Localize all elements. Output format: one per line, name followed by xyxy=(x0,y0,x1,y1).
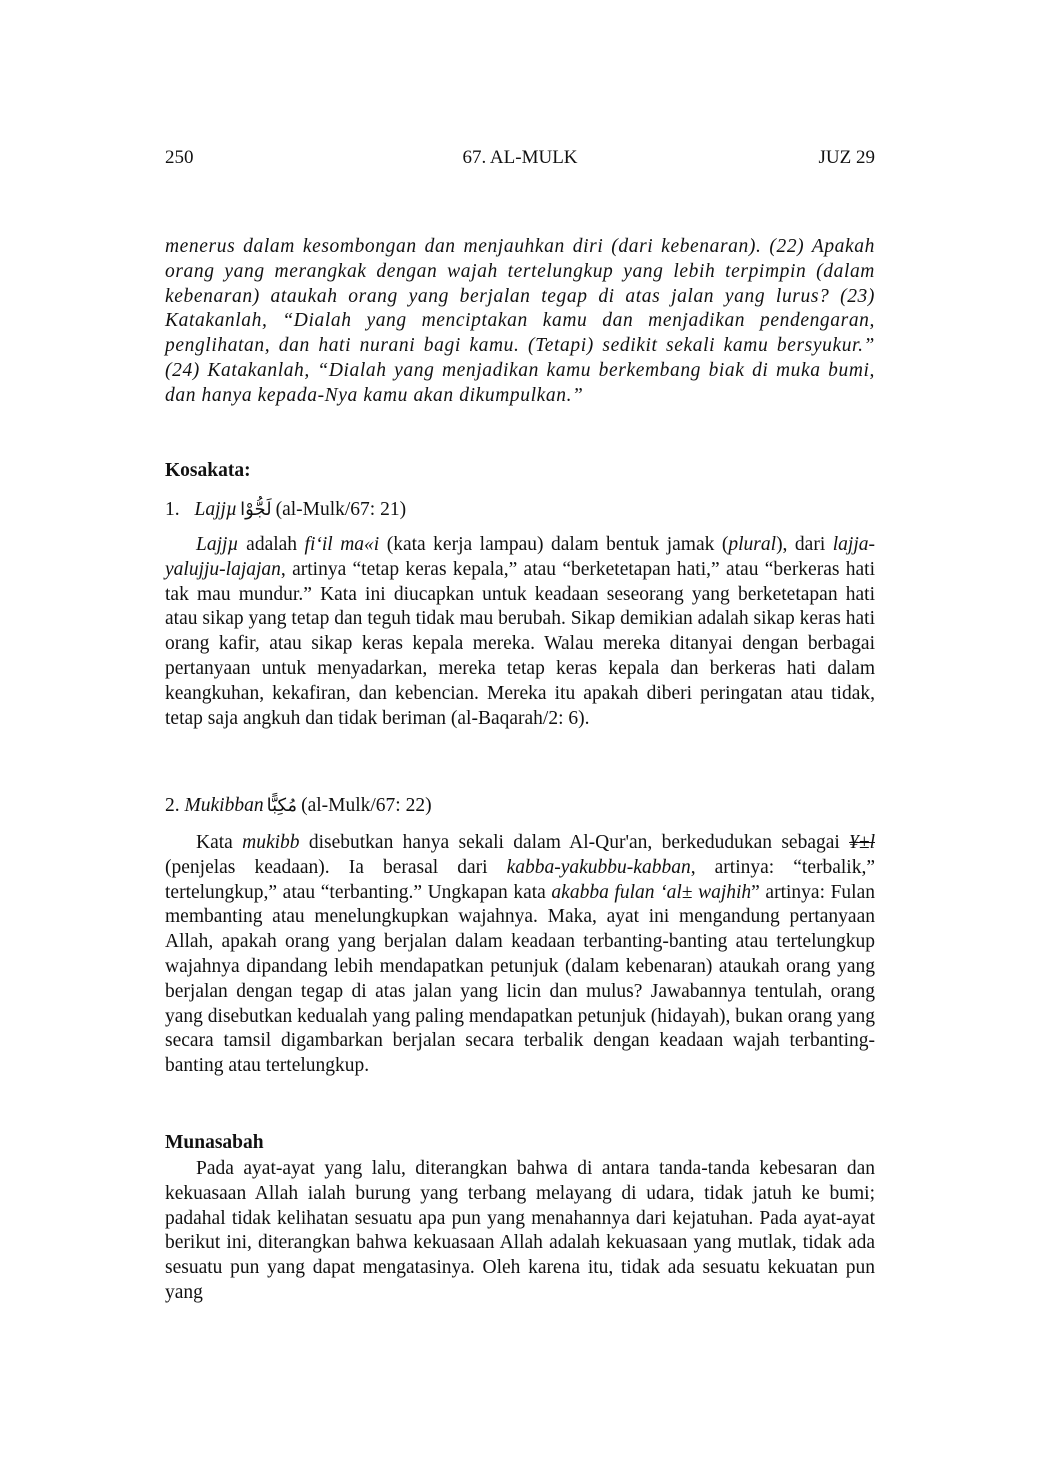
vocab-item-2-ref: (al-Mulk/67: 22) xyxy=(301,795,432,816)
vocab-item-2-number: 2. xyxy=(165,795,180,816)
translation-paragraph: menerus dalam kesombongan dan menjauhkan diri (dari kebenaran). (22) Apakah orang yang merangkak dengan wajah tertelungkup yang lebih terpimpin (dalam kebenaran) ataukah orang yang berjalan tegap di atas jalan yang lurus? (23) Katakanlah, “Dialah yang menciptakan kamu dan menjadikan pendengaran, penglihatan, dan hati nurani bagi kamu. (Tetapi) sedikit sekali kamu bersyukur.” (24) Katakanlah, “Dialah yang menjadikan kamu berkembang biak di muka bumi, dan hanya kepada-Nya kamu akan dikumpulkan.” xyxy=(165,236,875,406)
text-run: , artinya “tetap keras kepala,” atau “berketetapan hati,” atau “berkeras hati tak mau mundur.” Kata ini diucapkan untuk keadaan seseorang yang berketetapan hati atau sikap yang tetap dan teguh tidak mau berubah. Sikap demikian adalah sikap keras hati orang kafir, atau sikap keras kepala mereka. Walau mereka ditanyai dengan berbagai pertanyaan untuk menyadarkan, mereka tetap keras kepala dan berkeras hati dalam keangkuhan, kekafiran, dan kebencian. Mereka itu apakah diberi peringatan atau tidak, tetap saja angkuh dan tidak beriman (al-Baqarah/2: 6). xyxy=(165,558,875,729)
page-number: 250 xyxy=(165,147,194,168)
text-run: ), dari xyxy=(776,534,833,555)
vocab-item-2-term: Mukibban xyxy=(184,795,264,816)
text-run-italic: plural xyxy=(728,534,777,555)
kosakata-heading: Kosakata: xyxy=(165,460,251,481)
text-run-italic: kabba-yakubbu-kabban xyxy=(506,856,691,878)
vocab-item-1-arabic: لَجُّوْا xyxy=(240,499,272,520)
vocab-item-2-explanation xyxy=(165,831,875,1079)
text-run-italic: lajja-yalujju-lajajan xyxy=(165,534,875,580)
vocab-item-1-title xyxy=(165,497,406,523)
vocab-item-2-title xyxy=(165,793,432,819)
text-run: , artinya: “terbalik,” tertelungkup,” atau “terbanting.” Ungkapan kata xyxy=(165,856,875,903)
munasabah-paragraph: Pada ayat-ayat yang lalu, diterangkan bahwa di antara tanda-tanda kebesaran dan kekuasaan Allah ialah burung yang terbang melayang di udara, tidak jatuh ke bumi; padahal tidak kelihatan sesuatu apa pun yang menahannya dari kejatuhan. Pada ayat-ayat berikut ini, diterangkan bahwa kekuasaan Allah adalah kekuasaan yang mutlak, tidak ada sesuatu pun yang dapat mengatasinya. Oleh karena itu, tidak ada sesuatu kekuatan pun yang xyxy=(165,1158,875,1303)
text-run-italic: akabba fulan ‘al± wajhih xyxy=(551,881,752,903)
chapter-title: 67. AL-MULK xyxy=(462,147,578,168)
vocab-item-1-ref: (al-Mulk/67: 21) xyxy=(275,499,407,520)
vocab-item-1-term-inline: Lajjµ xyxy=(196,534,239,555)
text-run: adalah xyxy=(238,534,305,555)
text-run-italic: fi‘il ma«i xyxy=(304,534,380,555)
text-run-italic: mukibb xyxy=(242,832,300,853)
vocab-item-1-number: 1. xyxy=(165,499,180,520)
juz-label: JUZ 29 xyxy=(818,147,875,168)
vocab-item-1-term: Lajjµ xyxy=(194,499,238,520)
munasabah-heading: Munasabah xyxy=(165,1132,264,1153)
running-header xyxy=(165,147,875,173)
vocab-item-1-explanation xyxy=(165,533,875,731)
vocab-item-2-arabic: مُكِبًّا xyxy=(266,795,298,816)
text-run: disebutkan hanya sekali dalam Al-Qur'an, berkedudukan sebagai xyxy=(299,832,850,853)
text-run: Kata xyxy=(196,832,243,853)
text-run: ” artinya: Fulan membanting atau menelungkupkan wajahnya. Maka, ayat ini mengandung pertanyaan Allah, apakah orang yang berjalan dalam keadaan terbanting-banting atau tertelungkup wajahnya dipandang lebih mendapatkan petunjuk (dalam kebenaran) ataukah orang yang berjalan dengan tegap di atas jalan yang licin dan mulus? Jawabannya tentulah, orang yang disebutkan kedualah yang paling mendapatkan petunjuk (hidayah), bukan orang yang secara tamsil digambarkan berjalan secara terbalik dengan keadaan wajah terbanting-banting atau tertelungkup. xyxy=(165,881,875,1077)
text-run: (penjelas keadaan). Ia berasal dari xyxy=(165,856,507,878)
text-run: (kata kerja lampau) dalam bentuk jamak ( xyxy=(379,534,729,555)
text-run-italic: ¥±l xyxy=(849,832,875,853)
